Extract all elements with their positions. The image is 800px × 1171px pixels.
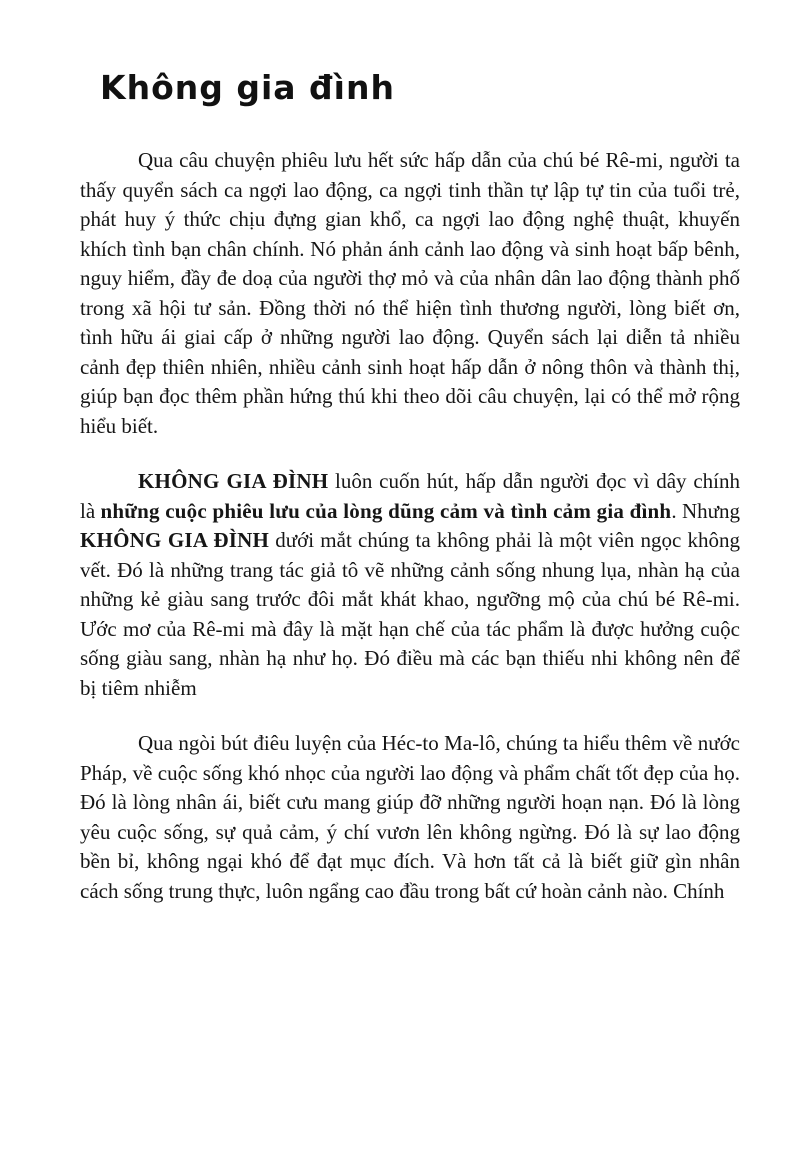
text-segment: dưới mắt chúng ta không phải là một viên ngọc không vết. Đó là những trang tác giả tô vẽ những cảnh sống nhung lụa, nhàn hạ của những kẻ giàu sang trước đôi mắt khát khao, ngưỡng mộ của chú bé Rê-mi. Ước mơ của Rê-mi mà đây là mặt hạn chế của tác phẩm là được hưởng cuộc sống giàu sang, nhàn hạ như họ. Đó điều mà các bạn thiếu nhi không nên để bị tiêm nhiễm	[80, 528, 740, 700]
bold-text-segment: những cuộc phiêu lưu của lòng dũng cảm và tình cảm gia đình	[100, 498, 672, 523]
bold-text-segment: KHÔNG GIA ĐÌNH	[80, 528, 270, 552]
text-segment: Qua câu chuyện phiêu lưu hết sức hấp dẫn của chú bé Rê-mi, người ta thấy quyển sách ca ngợi lao động, ca ngợi tinh thần tự lập tự tin của tuổi trẻ, phát huy ý thức chịu đựng gian khổ, ca ngợi lao động nghệ thuật, khuyến khích tình bạn chân chính. Nó phản ánh cảnh lao động và sinh hoạt bấp bênh, nguy hiểm, đầy đe doạ của người thợ mỏ và của nhân dân lao động thành phố trong xã hội tư sản. Đồng thời nó thể hiện tình thương người, lòng biết ơn, tình hữu ái giai cấp ở những người lao động. Quyển sách lại diễn tả nhiều cảnh đẹp thiên nhiên, nhiều cảnh sinh hoạt hấp dẫn ở nông thôn và thành thị, giúp bạn đọc thêm phần hứng thú khi theo dõi câu chuyện, lại có thể mở rộng hiểu biết.	[80, 148, 740, 438]
bold-text-segment: KHÔNG GIA ĐÌNH	[138, 469, 329, 493]
page-title: Không gia đình	[100, 68, 395, 107]
paragraph	[80, 146, 740, 441]
paragraph	[80, 729, 740, 906]
text-segment: luôn cuốn hút, hấp dẫn người đọc vì dây chính là	[80, 469, 741, 523]
paragraph	[80, 467, 740, 703]
body-text	[80, 146, 740, 932]
text-segment: Qua ngòi bút điêu luyện của Héc-to Ma-lô, chúng ta hiểu thêm về nước Pháp, về cuộc sống khó nhọc của người lao động và phẩm chất tốt đẹp của họ. Đó là lòng nhân ái, biết cưu mang giúp đỡ những người hoạn nạn. Đó là lòng yêu cuộc sống, sự quả cảm, ý chí vươn lên không ngừng. Đó là sự lao động bền bỉ, không ngại khó để đạt mục đích. Và hơn tất cả là biết giữ gìn nhân cách sống trung thực, luôn ngẩng cao đầu trong bất cứ hoàn cảnh nào. Chính	[80, 731, 740, 903]
text-segment: . Nhưng	[671, 498, 740, 523]
